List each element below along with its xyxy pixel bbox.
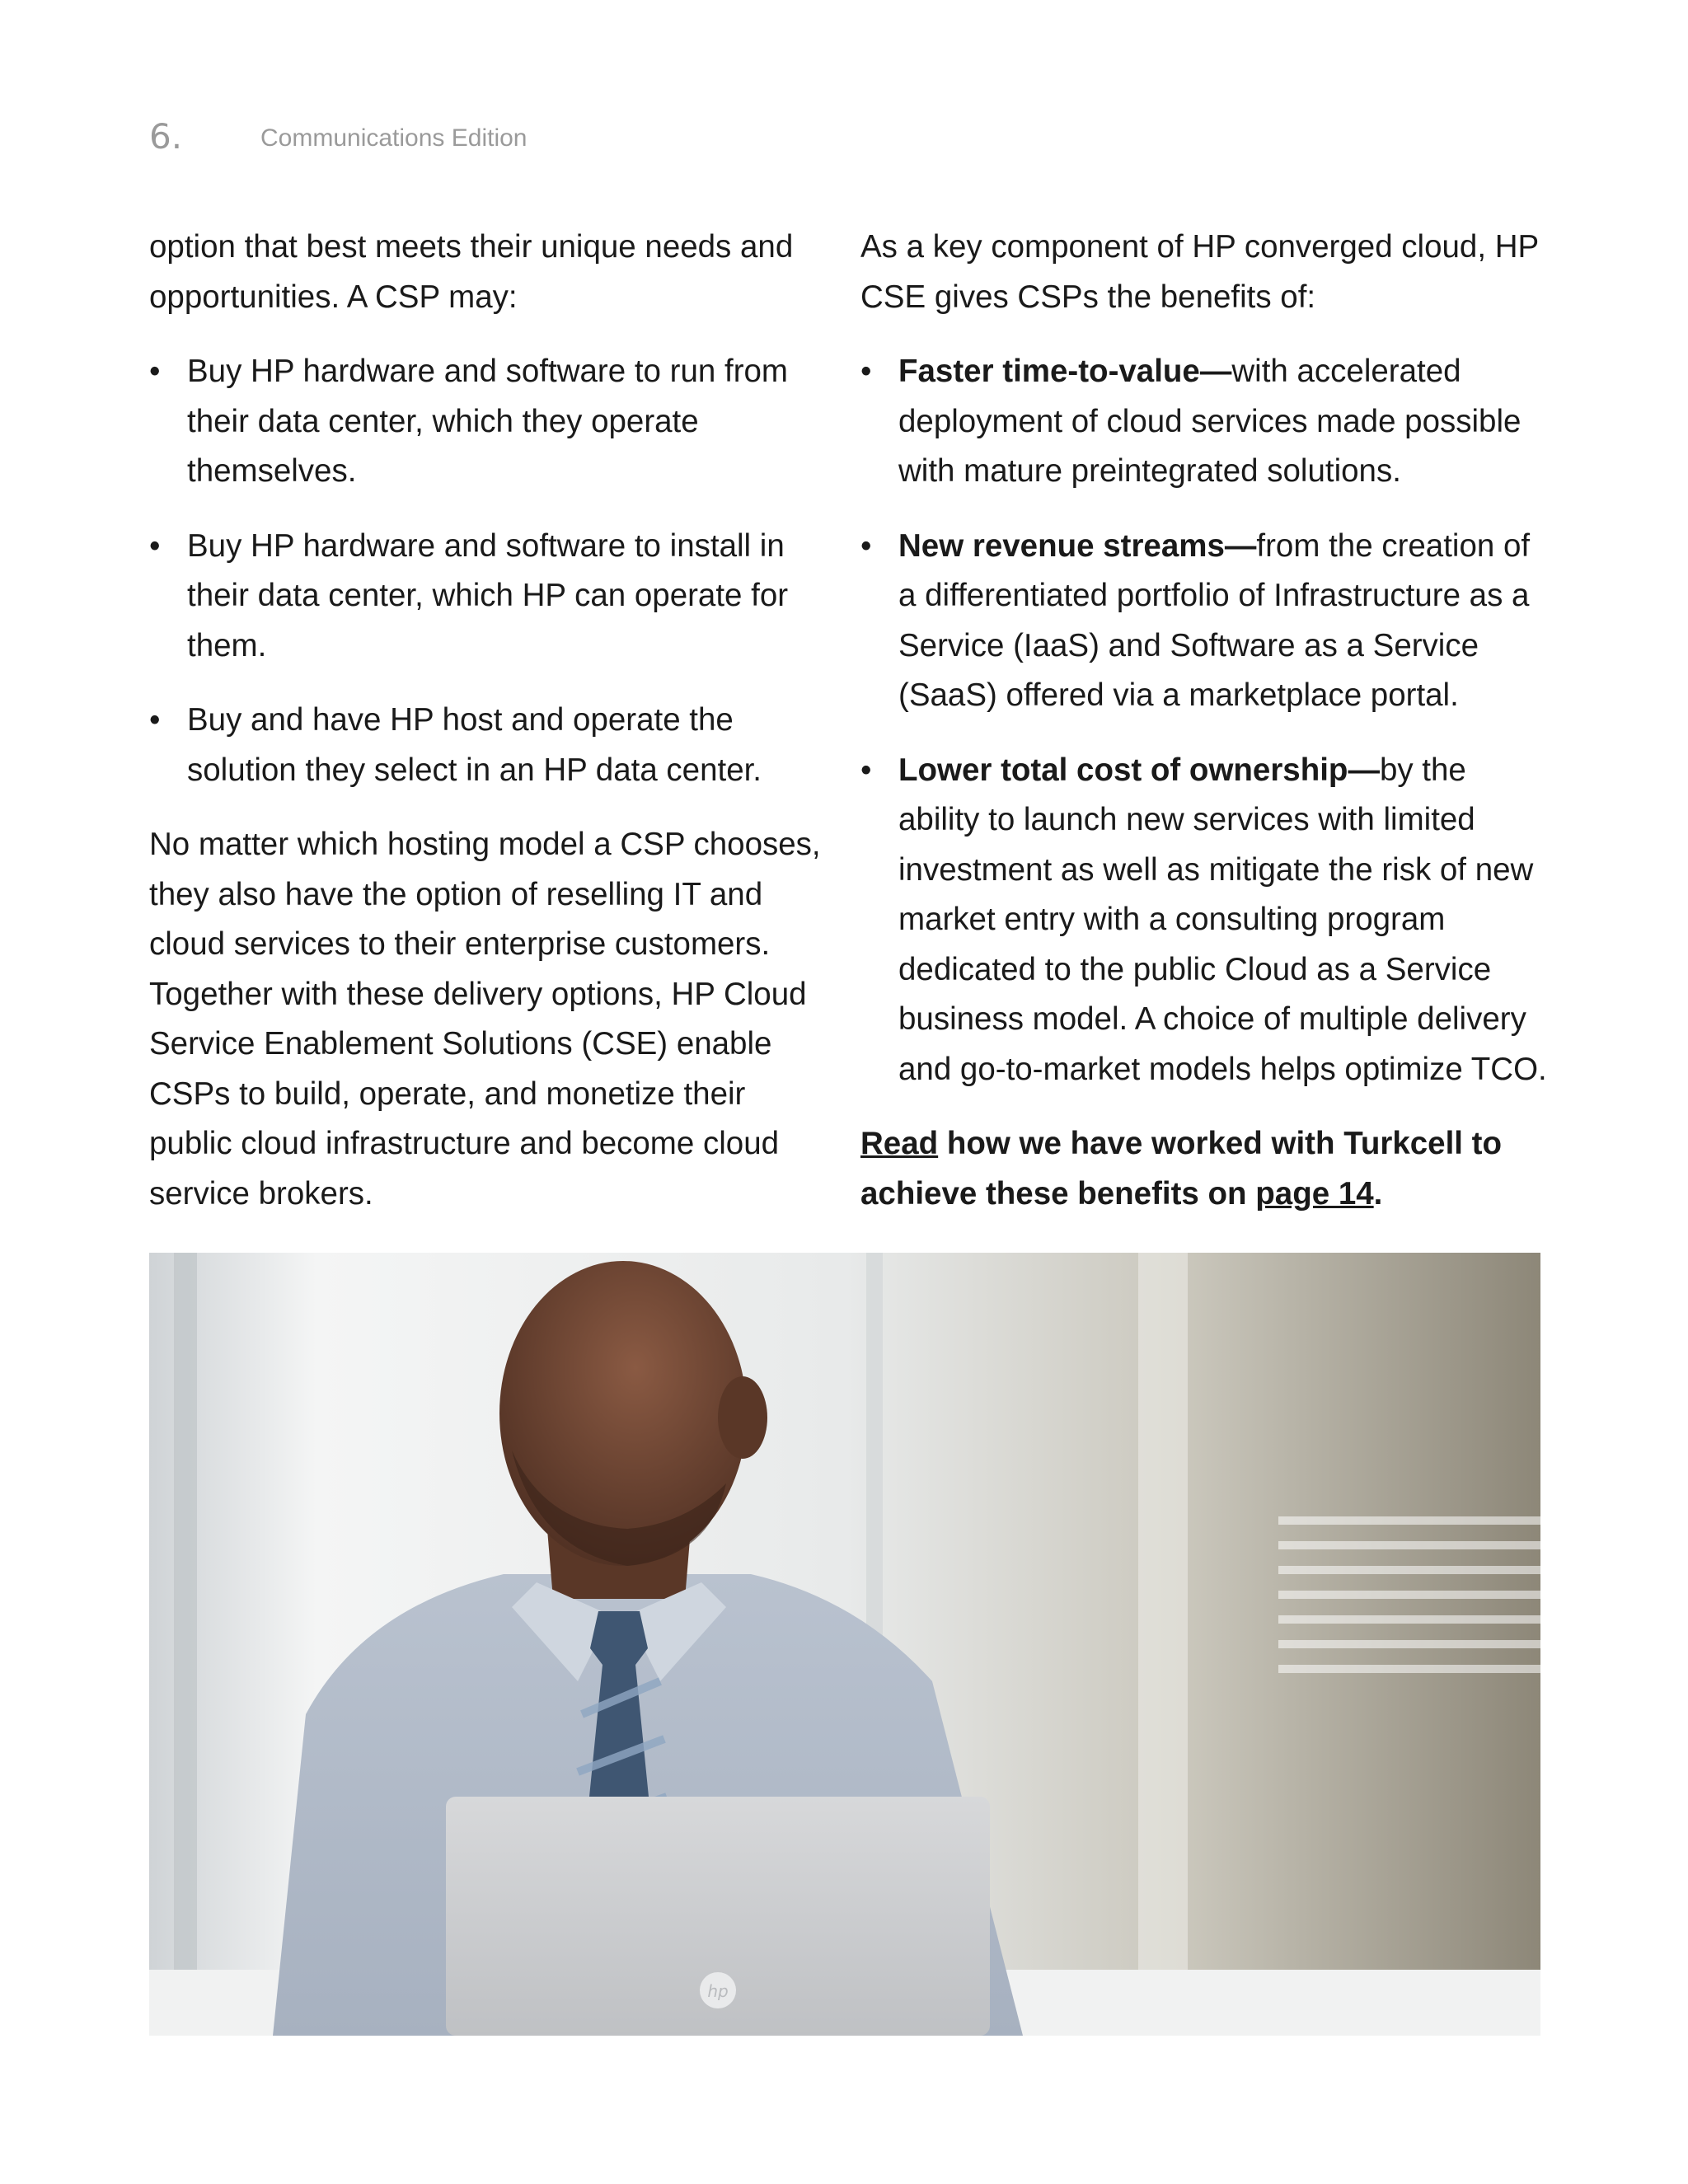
- right-intro-paragraph: As a key component of HP converged cloud, HP CSE gives CSPs the benefits of:: [860, 229, 1539, 315]
- left-closing-paragraph: No matter which hosting model a CSP chooses, they also have the option of reselling IT and cloud services to their enterprise customers. Together with these delivery options, HP Cloud Service Enablement Solutions (CSE) enable CSPs to build, operate, and monetize their public cloud infrastructure and become cloud service brokers.: [149, 827, 821, 1212]
- list-item: [860, 746, 1553, 1095]
- read-link[interactable]: Read: [860, 1126, 939, 1161]
- page-14-link[interactable]: page 14: [1255, 1175, 1374, 1212]
- edition-label: Communications Edition: [260, 124, 528, 152]
- list-item: [149, 522, 833, 672]
- benefit-term: Lower total cost of ownership—: [898, 752, 1380, 788]
- list-item: [860, 347, 1553, 497]
- turkcell-cta: [860, 1119, 1553, 1219]
- photo-illustration: [149, 1253, 1540, 2036]
- cta-text-end: .: [1373, 1175, 1383, 1212]
- bullet-icon: •: [860, 354, 872, 389]
- benefit-text: from the creation of a differentiated portfolio of Infrastructure as a Service (IaaS) and Software as a Service (SaaS) offered via a marketplace portal.: [898, 527, 1531, 713]
- list-item: [860, 522, 1553, 721]
- businessman-laptop-photo: [149, 1253, 1540, 2036]
- list-item-text: Buy HP hardware and software to install in their data center, which HP can operate for them.: [187, 527, 789, 663]
- list-item-text: Buy and have HP host and operate the solution they select in an HP data center.: [187, 702, 762, 788]
- list-item: [149, 696, 833, 795]
- benefit-term: New revenue streams—: [898, 527, 1257, 564]
- right-column: [860, 223, 1553, 1244]
- benefit-term: Faster time-to-value—: [898, 354, 1232, 389]
- bullet-icon: •: [860, 527, 872, 564]
- left-column: [149, 223, 833, 1244]
- cta-text-middle: how we have worked with Turkcell to achieve these benefits on: [860, 1126, 1503, 1212]
- page-header: [149, 115, 1550, 165]
- benefits-list: [860, 347, 1553, 1094]
- list-item-text: Buy HP hardware and software to run from their data center, which they operate themselves.: [187, 354, 788, 489]
- left-intro-paragraph: option that best meets their unique needs and opportunities. A CSP may:: [149, 229, 794, 315]
- page-number: 6.: [149, 116, 183, 157]
- bullet-icon: •: [860, 752, 872, 788]
- bullet-icon: •: [149, 354, 161, 389]
- hosting-options-list: [149, 347, 833, 795]
- benefit-text: by the ability to launch new services with limited investment as well as mitigate the risk of new market entry with a consulting program dedicated to the public Cloud as a Service business model. A choice of multiple delivery and go-to-market models helps optimize TCO.: [898, 752, 1547, 1087]
- list-item: [149, 347, 833, 497]
- benefit-text: with accelerated deployment of cloud services made possible with mature preintegrated solutions.: [898, 354, 1522, 489]
- laptop-logo-text: hp: [707, 1981, 729, 2001]
- bullet-icon: •: [149, 702, 161, 738]
- bullet-icon: •: [149, 527, 161, 564]
